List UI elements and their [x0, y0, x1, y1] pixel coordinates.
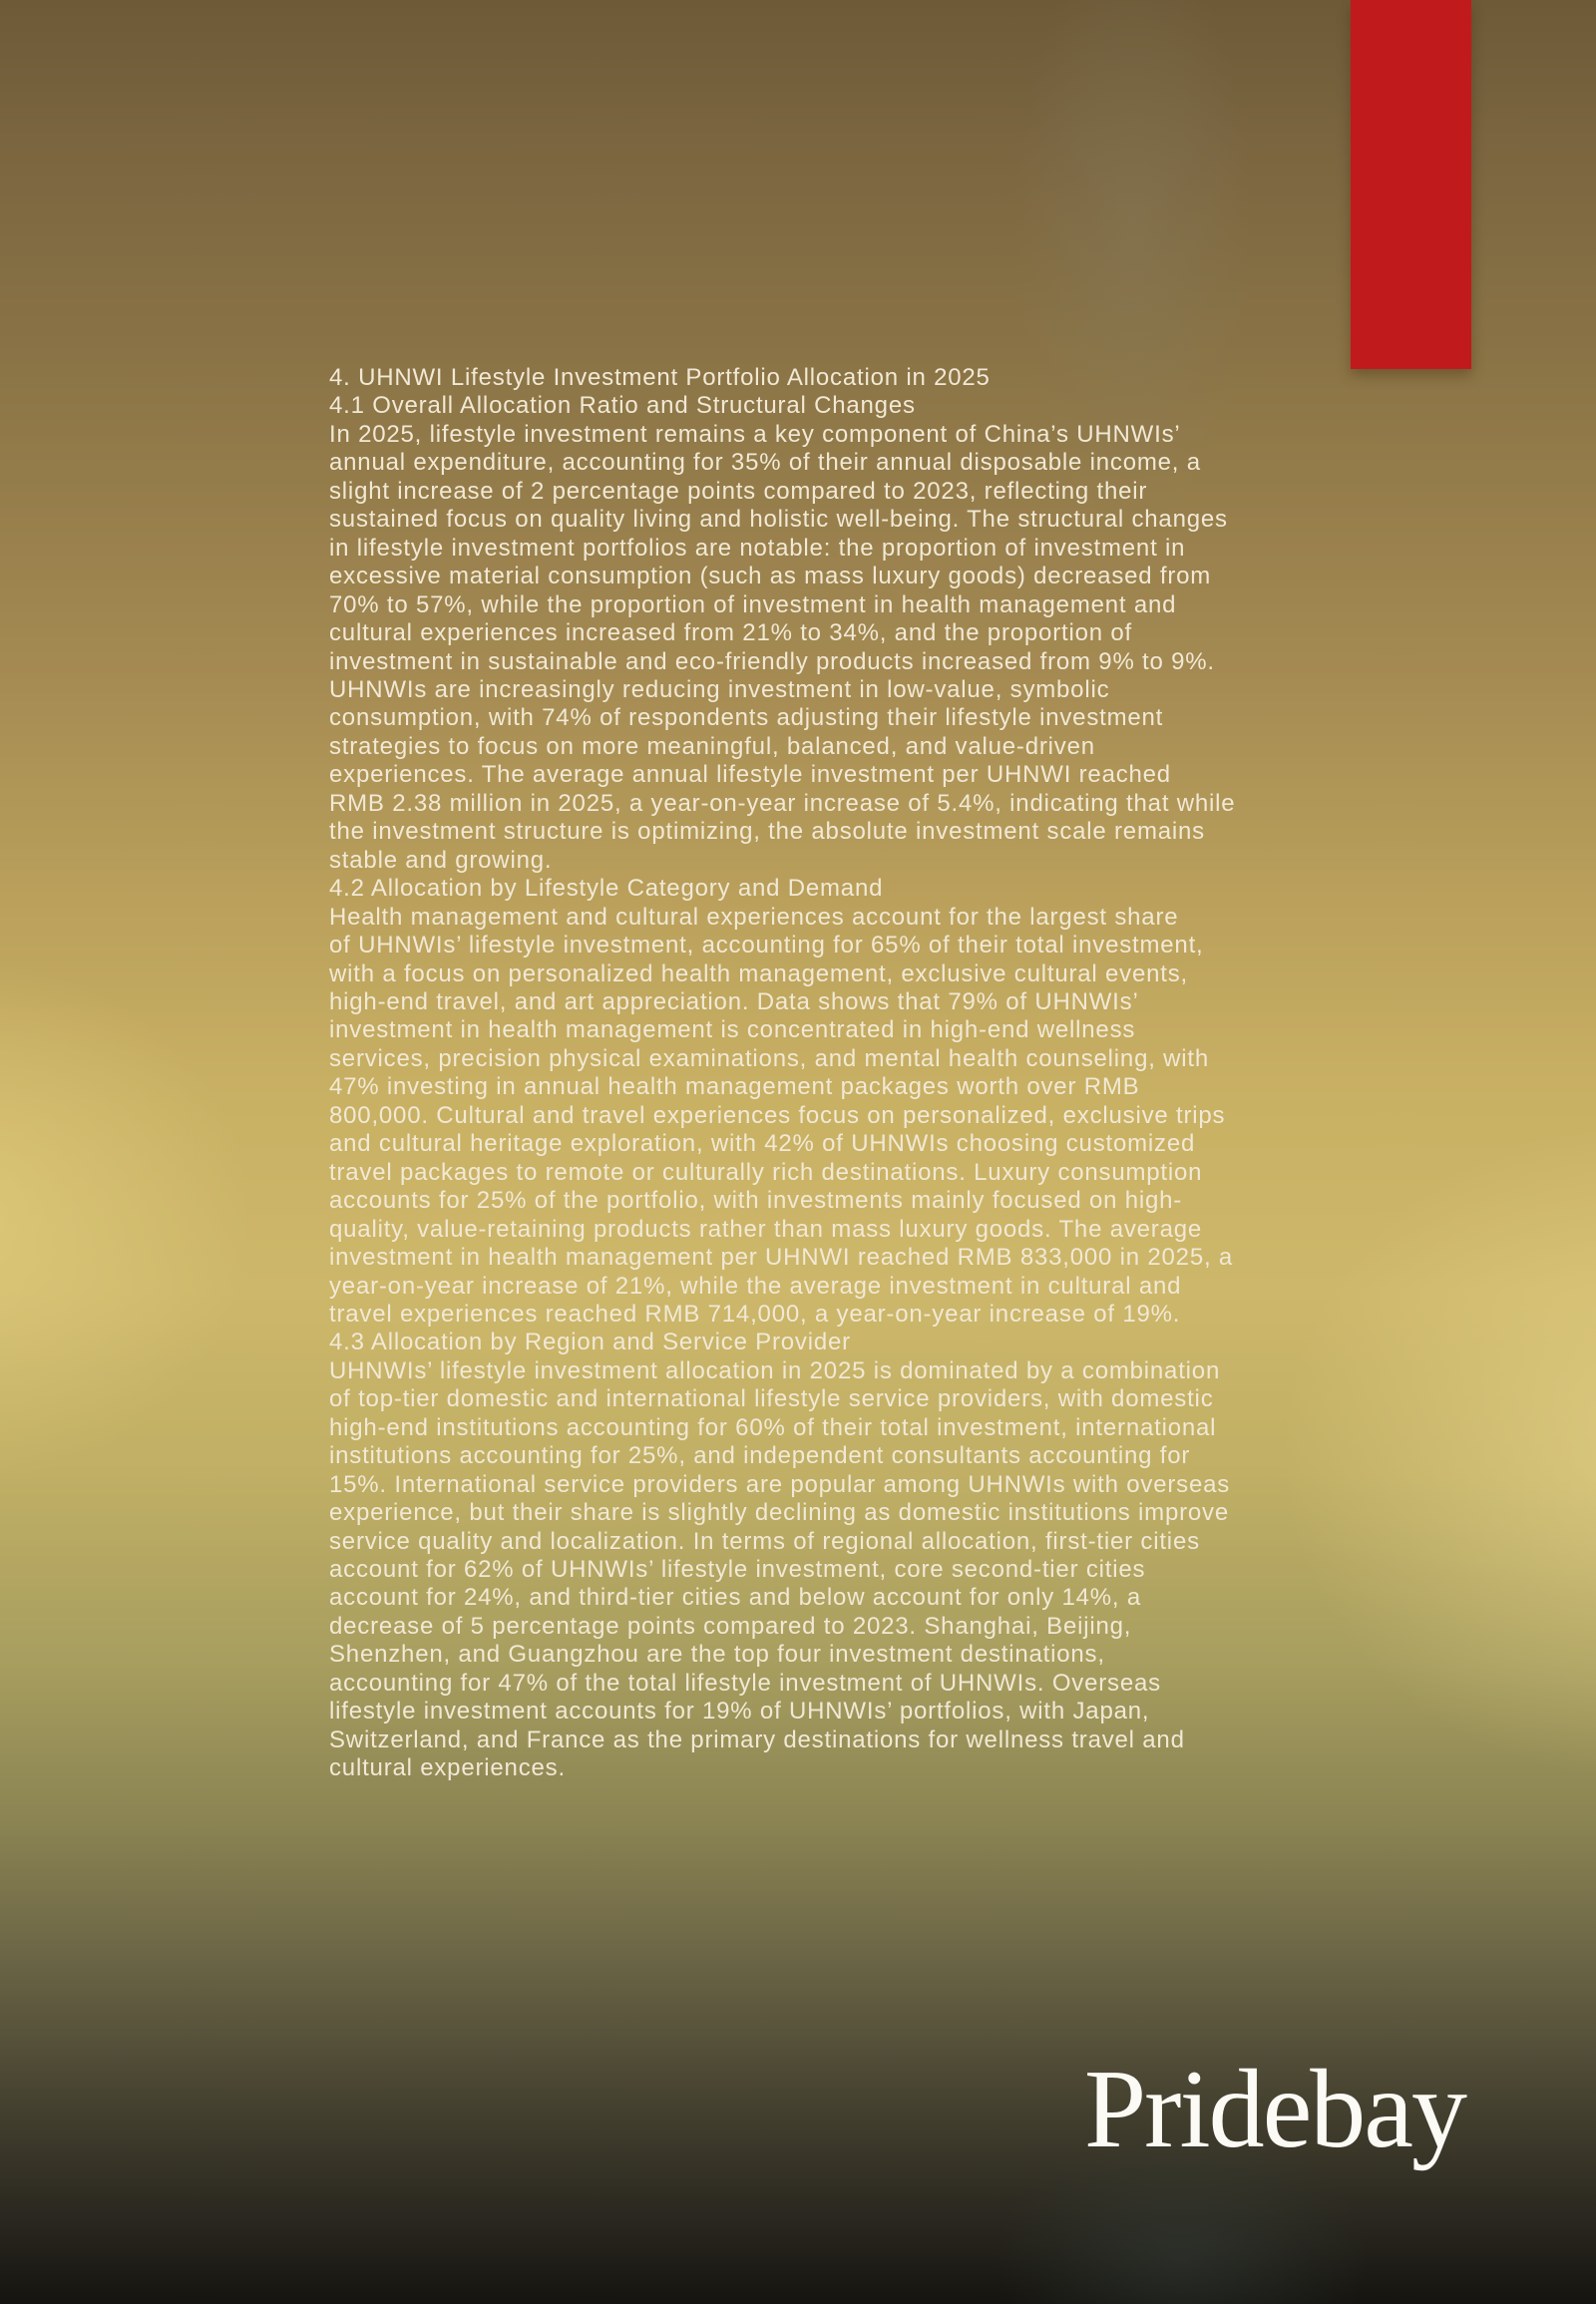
- text-line: investment in sustainable and eco-friendly products increased from 9% to 9%.: [329, 647, 1215, 675]
- text-line: the investment structure is optimizing, the absolute investment scale remains: [329, 818, 1205, 846]
- text-line: quality, value-retaining products rather than mass luxury goods. The average: [329, 1215, 1203, 1243]
- text-line: with a focus on personalized health management, exclusive cultural events,: [329, 960, 1188, 987]
- text-line: In 2025, lifestyle investment remains a key component of China’s UHNWIs’: [329, 420, 1181, 448]
- text-line: of top-tier domestic and international lifestyle service providers, with domestic: [329, 1385, 1214, 1413]
- text-line: year-on-year increase of 21%, while the average investment in cultural and: [329, 1272, 1182, 1300]
- text-line: excessive material consumption (such as mass luxury goods) decreased from: [329, 563, 1212, 590]
- text-line: 4.2 Allocation by Lifestyle Category and Demand: [329, 875, 884, 903]
- text-line: cultural experiences increased from 21% to 34%, and the proportion of: [329, 619, 1132, 647]
- text-line: high-end travel, and art appreciation. Data shows that 79% of UHNWIs’: [329, 987, 1139, 1015]
- text-line: experience, but their share is slightly declining as domestic institutions improve: [329, 1499, 1230, 1527]
- text-line: sustained focus on quality living and holistic well-being. The structural changes: [329, 506, 1228, 534]
- text-line: of UHNWIs’ lifestyle investment, accounting for 65% of their total investment,: [329, 932, 1204, 960]
- text-line: services, precision physical examinations, and mental health counseling, with: [329, 1044, 1210, 1072]
- text-line: 4.1 Overall Allocation Ratio and Structural Changes: [329, 392, 916, 420]
- text-line: accounting for 47% of the total lifestyle investment of UHNWIs. Overseas: [329, 1669, 1161, 1697]
- text-line: 4. UHNWI Lifestyle Investment Portfolio Allocation in 2025: [329, 364, 991, 391]
- text-line: slight increase of 2 percentage points compared to 2023, reflecting their: [329, 477, 1148, 505]
- brand-logo: Pridebay: [1083, 2048, 1465, 2171]
- text-line: Switzerland, and France as the primary destinations for wellness travel and: [329, 1726, 1185, 1753]
- text-line: investment in health management is concentrated in high-end wellness: [329, 1016, 1136, 1044]
- text-line: lifestyle investment accounts for 19% of UHNWIs’ portfolios, with Japan,: [329, 1698, 1150, 1726]
- text-line: travel packages to remote or culturally rich destinations. Luxury consumption: [329, 1158, 1203, 1186]
- text-line: 800,000. Cultural and travel experiences focus on personalized, exclusive trips: [329, 1101, 1226, 1129]
- text-line: cultural experiences.: [329, 1754, 566, 1782]
- body-text-block: [329, 364, 1307, 1783]
- accent-bar: [1351, 0, 1471, 369]
- text-line: experiences. The average annual lifestyle investment per UHNWI reached: [329, 761, 1171, 789]
- text-line: Shenzhen, and Guangzhou are the top four investment destinations,: [329, 1641, 1105, 1669]
- text-line: service quality and localization. In terms of regional allocation, first-tier cities: [329, 1527, 1200, 1555]
- text-line: travel experiences reached RMB 714,000, a year-on-year increase of 19%.: [329, 1300, 1181, 1328]
- text-line: 4.3 Allocation by Region and Service Provider: [329, 1329, 851, 1356]
- text-line: account for 62% of UHNWIs’ lifestyle investment, core second-tier cities: [329, 1556, 1146, 1584]
- text-line: stable and growing.: [329, 846, 553, 874]
- text-line: decrease of 5 percentage points compared to 2023. Shanghai, Beijing,: [329, 1612, 1132, 1640]
- text-line: UHNWIs’ lifestyle investment allocation in 2025 is dominated by a combination: [329, 1356, 1221, 1384]
- text-line: 47% investing in annual health management packages worth over RMB: [329, 1073, 1140, 1101]
- text-line: UHNWIs are increasingly reducing investment in low-value, symbolic: [329, 675, 1110, 703]
- text-line: 15%. International service providers are popular among UHNWIs with overseas: [329, 1470, 1231, 1498]
- text-line: institutions accounting for 25%, and independent consultants accounting for: [329, 1442, 1191, 1470]
- text-line: consumption, with 74% of respondents adjusting their lifestyle investment: [329, 704, 1164, 732]
- text-line: annual expenditure, accounting for 35% of their annual disposable income, a: [329, 449, 1201, 477]
- text-line: RMB 2.38 million in 2025, a year-on-year increase of 5.4%, indicating that while: [329, 789, 1236, 817]
- text-line: and cultural heritage exploration, with 42% of UHNWIs choosing customized: [329, 1130, 1196, 1158]
- text-line: accounts for 25% of the portfolio, with investments mainly focused on high-: [329, 1187, 1183, 1215]
- text-line: high-end institutions accounting for 60% of their total investment, international: [329, 1413, 1217, 1441]
- text-line: strategies to focus on more meaningful, balanced, and value-driven: [329, 732, 1095, 760]
- text-line: investment in health management per UHNWI reached RMB 833,000 in 2025, a: [329, 1244, 1234, 1272]
- text-line: account for 24%, and third-tier cities and below account for only 14%, a: [329, 1584, 1142, 1612]
- text-line: Health management and cultural experiences account for the largest share: [329, 903, 1179, 931]
- text-line: in lifestyle investment portfolios are notable: the proportion of investment in: [329, 534, 1186, 562]
- text-line: 70% to 57%, while the proportion of investment in health management and: [329, 590, 1177, 618]
